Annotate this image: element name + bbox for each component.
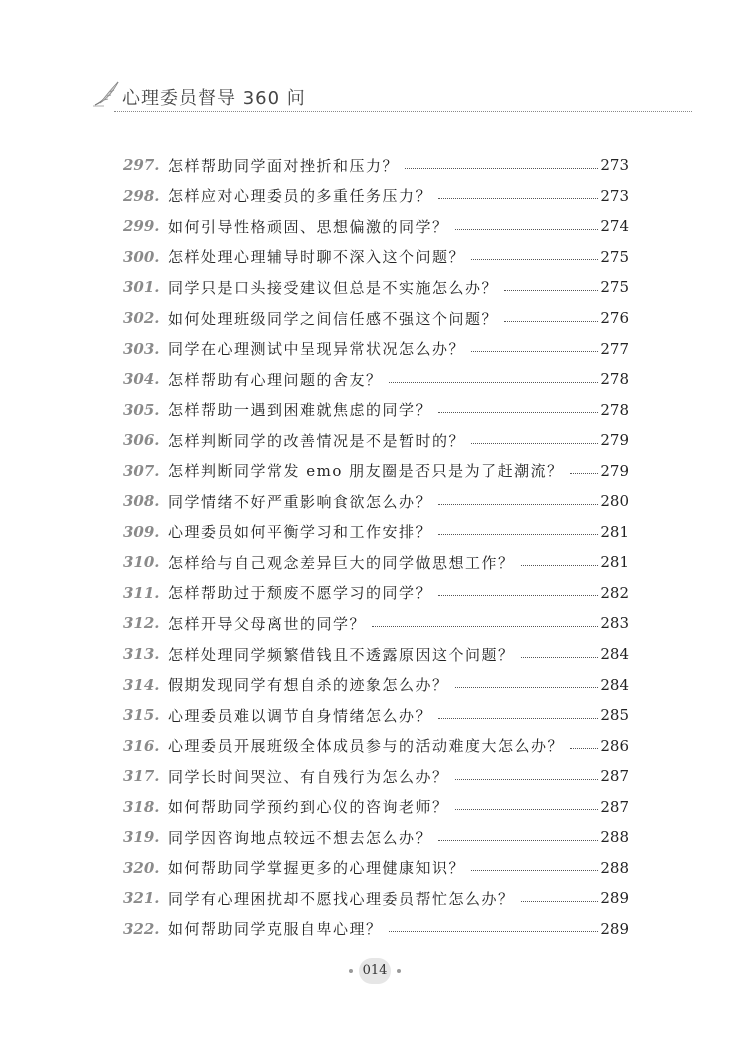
dot-leader bbox=[521, 657, 599, 658]
toc-entry[interactable] bbox=[123, 333, 629, 364]
toc-entry-number: 311. bbox=[123, 583, 160, 602]
toc-entry-title: 同学只是口头接受建议但总是不实施怎么办？ bbox=[168, 278, 499, 297]
toc-entry-title: 心理委员如何平衡学习和工作安排？ bbox=[168, 523, 433, 542]
toc-entry-page: 284 bbox=[600, 675, 629, 694]
dot-leader bbox=[455, 779, 599, 780]
toc-entry-number: 306. bbox=[123, 431, 160, 450]
toc-entry[interactable] bbox=[123, 761, 629, 792]
toc-entry-number: 300. bbox=[123, 247, 160, 266]
toc-entry-number: 304. bbox=[123, 370, 160, 389]
toc-entry-page: 275 bbox=[600, 278, 629, 297]
toc-entry-page: 278 bbox=[600, 370, 629, 389]
toc-entry-title: 怎样处理心理辅导时聊不深入这个问题？ bbox=[168, 248, 466, 267]
toc-entry-number: 307. bbox=[123, 461, 160, 480]
toc-entry-number: 318. bbox=[123, 797, 160, 816]
dot-leader bbox=[471, 259, 598, 260]
toc-entry-number: 321. bbox=[123, 889, 160, 908]
toc-entry-page: 282 bbox=[600, 583, 629, 602]
toc-entry[interactable] bbox=[123, 853, 629, 884]
toc-entry-page: 283 bbox=[600, 614, 629, 633]
toc-entry-page: 288 bbox=[600, 858, 629, 877]
toc-entry-number: 299. bbox=[123, 217, 160, 236]
toc-entry-number: 310. bbox=[123, 553, 160, 572]
dot-leader bbox=[372, 626, 598, 627]
toc-entry[interactable] bbox=[123, 517, 629, 548]
toc-entry[interactable] bbox=[123, 181, 629, 212]
toc-entry[interactable] bbox=[123, 883, 629, 914]
toc-entry-page: 277 bbox=[600, 339, 629, 358]
toc-entry-title: 同学情绪不好严重影响食欲怎么办？ bbox=[168, 492, 433, 511]
toc-entry-number: 319. bbox=[123, 828, 160, 847]
toc-entry-page: 281 bbox=[600, 553, 629, 572]
book-title: 心理委员督导 360 问 bbox=[122, 88, 306, 109]
dot-leader bbox=[570, 748, 598, 749]
feather-logo-icon bbox=[92, 78, 124, 108]
header-divider bbox=[114, 111, 692, 112]
toc-entry-title: 怎样帮助过于颓废不愿学习的同学？ bbox=[168, 584, 433, 603]
toc-entry-page: 287 bbox=[600, 767, 629, 786]
toc-entry-title: 怎样应对心理委员的多重任务压力？ bbox=[168, 187, 433, 206]
toc-entry-number: 297. bbox=[123, 156, 160, 175]
toc-entry-page: 289 bbox=[600, 889, 629, 908]
toc-entry[interactable] bbox=[123, 608, 629, 639]
dot-leader bbox=[504, 290, 598, 291]
toc-entry-number: 301. bbox=[123, 278, 160, 297]
toc-entry-page: 280 bbox=[600, 492, 629, 511]
toc-entry[interactable] bbox=[123, 486, 629, 517]
dot-leader bbox=[521, 565, 599, 566]
dot-leader bbox=[389, 931, 599, 932]
toc-entry-page: 279 bbox=[600, 431, 629, 450]
toc-entry-title: 同学因咨询地点较远不想去怎么办？ bbox=[168, 828, 433, 847]
toc-entry-title: 假期发现同学有想自杀的迹象怎么办？ bbox=[168, 676, 449, 695]
toc-entry-page: 281 bbox=[600, 522, 629, 541]
dot-leader bbox=[438, 412, 598, 413]
toc-entry-number: 298. bbox=[123, 186, 160, 205]
toc-entry[interactable] bbox=[123, 791, 629, 822]
toc-entry-title: 怎样帮助一遇到困难就焦虑的同学？ bbox=[168, 401, 433, 420]
toc-entry-number: 322. bbox=[123, 919, 160, 938]
toc-entry-page: 287 bbox=[600, 797, 629, 816]
toc-entry[interactable] bbox=[123, 669, 629, 700]
toc-entry[interactable] bbox=[123, 272, 629, 303]
toc-entry[interactable] bbox=[123, 211, 629, 242]
toc-entry-number: 308. bbox=[123, 492, 160, 511]
toc-entry-title: 心理委员难以调节自身情绪怎么办？ bbox=[168, 706, 433, 725]
toc-entry-page: 286 bbox=[600, 736, 629, 755]
toc-entry-title: 怎样处理同学频繁借钱且不透露原因这个问题？ bbox=[168, 645, 515, 664]
toc-entry-title: 怎样开导父母离世的同学？ bbox=[168, 614, 367, 633]
dot-leader bbox=[438, 504, 598, 505]
toc-entry-page: 273 bbox=[600, 186, 629, 205]
dot-leader bbox=[438, 718, 598, 719]
toc-entry-title: 如何帮助同学掌握更多的心理健康知识？ bbox=[168, 859, 466, 878]
toc-entry[interactable] bbox=[123, 242, 629, 273]
toc-entry-page: 289 bbox=[600, 919, 629, 938]
toc-entry-page: 274 bbox=[600, 217, 629, 236]
footer-dot-left bbox=[349, 969, 353, 973]
toc-entry-title: 同学长时间哭泣、有自残行为怎么办？ bbox=[168, 767, 449, 786]
toc-entry-page: 279 bbox=[600, 461, 629, 480]
toc-entry[interactable] bbox=[123, 578, 629, 609]
toc-entry-title: 如何帮助同学预约到心仪的咨询老师？ bbox=[168, 798, 449, 817]
dot-leader bbox=[438, 534, 598, 535]
toc-entry-title: 怎样判断同学常发 emo 朋友圈是否只是为了赶潮流？ bbox=[168, 462, 564, 481]
toc-entry[interactable] bbox=[123, 394, 629, 425]
dot-leader bbox=[471, 443, 598, 444]
toc-entry-number: 309. bbox=[123, 522, 160, 541]
toc-entry-page: 288 bbox=[600, 828, 629, 847]
dot-leader bbox=[455, 229, 599, 230]
toc-entry[interactable] bbox=[123, 455, 629, 486]
toc-entry-title: 心理委员开展班级全体成员参与的活动难度大怎么办？ bbox=[168, 737, 565, 756]
dot-leader bbox=[438, 840, 598, 841]
toc-entry-title: 怎样帮助同学面对挫折和压力？ bbox=[168, 156, 400, 175]
toc-entry[interactable] bbox=[123, 425, 629, 456]
toc-entry[interactable] bbox=[123, 639, 629, 670]
dot-leader bbox=[455, 809, 599, 810]
dot-leader bbox=[438, 595, 598, 596]
toc-entry-title: 怎样给与自己观念差异巨大的同学做思想工作？ bbox=[168, 553, 515, 572]
dot-leader bbox=[438, 198, 598, 199]
toc-entry-page: 276 bbox=[600, 309, 629, 327]
dot-leader bbox=[471, 870, 598, 871]
toc-entry[interactable] bbox=[123, 730, 629, 761]
toc-entry-page: 285 bbox=[600, 706, 629, 725]
toc-entry-title: 同学在心理测试中呈现异常状况怎么办？ bbox=[168, 340, 466, 359]
dot-leader bbox=[405, 168, 598, 169]
running-header bbox=[92, 78, 692, 118]
toc-entry[interactable] bbox=[123, 547, 629, 578]
toc-entry-number: 305. bbox=[123, 400, 160, 419]
page-footer bbox=[0, 958, 750, 984]
toc-entry-title: 如何帮助同学克服自卑心理？ bbox=[168, 920, 383, 939]
toc-entry[interactable] bbox=[123, 822, 629, 853]
toc-entry-number: 317. bbox=[123, 767, 160, 786]
toc-entry[interactable] bbox=[123, 700, 629, 731]
toc-entry-title: 如何引导性格顽固、思想偏激的同学？ bbox=[168, 217, 449, 236]
toc-entry-title: 怎样判断同学的改善情况是不是暂时的？ bbox=[168, 431, 466, 450]
toc-entry-number: 313. bbox=[123, 645, 160, 664]
toc-entry-number: 316. bbox=[123, 736, 160, 755]
toc-entry-number: 302. bbox=[123, 309, 160, 327]
toc-entry-page: 275 bbox=[600, 247, 629, 266]
dot-leader bbox=[521, 901, 599, 902]
toc-entry-title: 怎样帮助有心理问题的舍友？ bbox=[168, 370, 383, 389]
toc-entry-number: 312. bbox=[123, 614, 160, 633]
toc-entry-number: 315. bbox=[123, 706, 160, 725]
dot-leader bbox=[455, 687, 599, 688]
toc-entry-number: 314. bbox=[123, 675, 160, 694]
toc-entry-title: 如何处理班级同学之间信任感不强这个问题？ bbox=[168, 309, 499, 328]
toc-entry[interactable] bbox=[123, 914, 629, 945]
toc-entry-number: 320. bbox=[123, 858, 160, 877]
dot-leader bbox=[471, 351, 598, 352]
footer-dot-right bbox=[397, 969, 401, 973]
toc-entry-page: 284 bbox=[600, 645, 629, 664]
dot-leader bbox=[389, 382, 599, 383]
toc-entry-title: 同学有心理困扰却不愿找心理委员帮忙怎么办？ bbox=[168, 889, 515, 908]
toc-entry-number: 303. bbox=[123, 339, 160, 358]
table-of-contents bbox=[123, 150, 629, 944]
toc-entry-page: 278 bbox=[600, 400, 629, 419]
toc-entry[interactable] bbox=[123, 150, 629, 181]
dot-leader bbox=[504, 321, 598, 322]
dot-leader bbox=[570, 473, 599, 474]
toc-entry-page: 273 bbox=[600, 156, 629, 175]
page-number: 014 bbox=[359, 958, 391, 984]
toc-entry[interactable] bbox=[123, 364, 629, 395]
toc-entry[interactable] bbox=[123, 303, 629, 334]
